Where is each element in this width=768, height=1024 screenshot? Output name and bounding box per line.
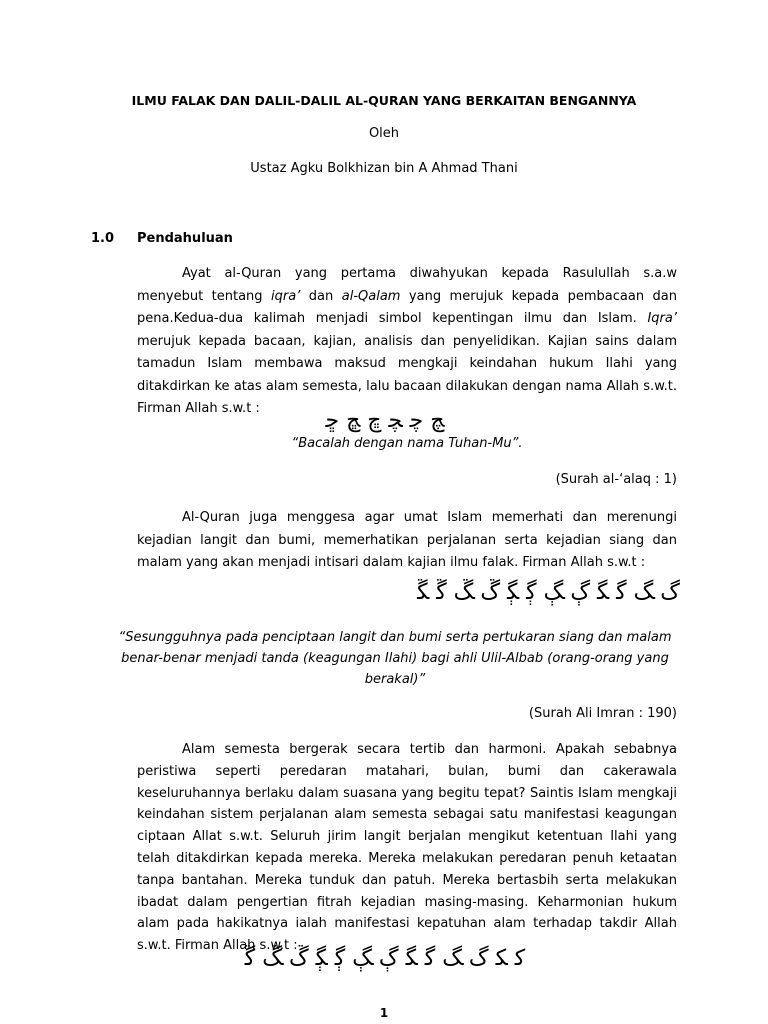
paragraph-introduction bbox=[137, 263, 677, 421]
document-title: ILMU FALAK DAN DALIL-DALIL AL-QURAN YANG BERKAITAN BENGANNYA bbox=[131, 93, 637, 108]
author-name: Ustaz Agku Bolkhizan bin A Ahmad Thani bbox=[250, 161, 518, 176]
term-iqra-2: Iqra’ bbox=[647, 311, 677, 326]
section-number: 1.0 bbox=[91, 231, 115, 246]
byline: Oleh bbox=[368, 126, 400, 141]
para1-text-2: dan bbox=[300, 288, 342, 304]
section-title: Pendahuluan bbox=[137, 231, 233, 246]
verse1-arabic: ﭻ ﭼ ﭽ ﭾ ﭿ ﮀ bbox=[325, 408, 445, 433]
para1-text-3: yang merujuk kepada pembacaan dan pena.Kedua-dua kalimah menjadi simbol kepentingan ilmu dan Islam. bbox=[137, 288, 677, 326]
para1-text-1: Ayat al-Quran yang pertama diwahyukan kepada Rasulullah s.a.w menyebut tentang bbox=[137, 266, 677, 304]
verse3-arabic: ﮐ ﮑ ﮒ ﮓ ﮔ ﮕ ﮖ ﮗ ﮘ ﮙ ﮚ ﮛ ﮜ bbox=[244, 946, 526, 971]
verse2-translation: “Sesungguhnya pada penciptaan langit dan bumi serta pertukaran siang dan malam benar-benar menjadi tanda (keagungan Ilahi) bagi ahli Ulil-Albab (orang-orang yang berakal)” bbox=[118, 630, 672, 687]
term-al-qalam: al-Qalam bbox=[341, 288, 401, 304]
verse1-reference: (Surah al-‘alaq : 1) bbox=[555, 472, 677, 487]
verse2-reference: (Surah Ali Imran : 190) bbox=[528, 706, 677, 721]
paragraph-third: Alam semesta bergerak secara tertib dan harmoni. Apakah sebabnya peristiwa seperti peredaran matahari, bulan, bumi dan cakerawala keseluruhannya berlaku dalam suasana yang begitu tepat? Saintis Islam mengkaji keindahan sistem perjalanan alam semesta sebagai satu manifestasi keagungan ciptaan Allat s.w.t. Seluruh jirim langit berjalan mengikut ketentuan Ilahi yang telah ditakdirkan kepada mereka. Mereka melakukan peredaran penuh ketaatan tanpa bantahan. Mereka tunduk dan patuh. Mereka bertasbih serta melakukan ibadat dalam pengertian fitrah kejadian masing-masing. Keharmonian hukum alam pada hakikatnya ialah manifestasi kepatuhan alam terhadap takdir Allah s.w.t. Firman Allah s.w.t : bbox=[137, 742, 677, 954]
page-number: 1 bbox=[379, 1006, 389, 1020]
verse1-translation: “Bacalah dengan nama Tuhan-Mu”. bbox=[291, 436, 523, 451]
term-iqra: iqra’ bbox=[271, 288, 301, 304]
verse2-arabic: ﮒ ﮓ ﮔ ﮕ ﮖ ﮗ ﮘ ﮙ ﮚ ﮛ ﮜ ﮝ bbox=[417, 580, 680, 605]
para1-text-4: merujuk kepada bacaan, kajian, analisis dan penyelidikan. Kajian sains dalam tamadun Islam membawa maksud mengkaji keindahan hukum Ilahi yang ditakdirkan ke atas alam semesta, lalu bacaan dilakukan dengan nama Allah s.w.t. Firman Allah s.w.t : bbox=[137, 333, 677, 416]
paragraph-second: Al-Quran juga menggesa agar umat Islam memerhati dan merenungi kejadian langit dan bumi, memerhatikan perjalanan serta kejadian siang dan malam yang akan menjadi intisari dalam kajian ilmu falak. Firman Allah s.w.t : bbox=[137, 510, 677, 570]
